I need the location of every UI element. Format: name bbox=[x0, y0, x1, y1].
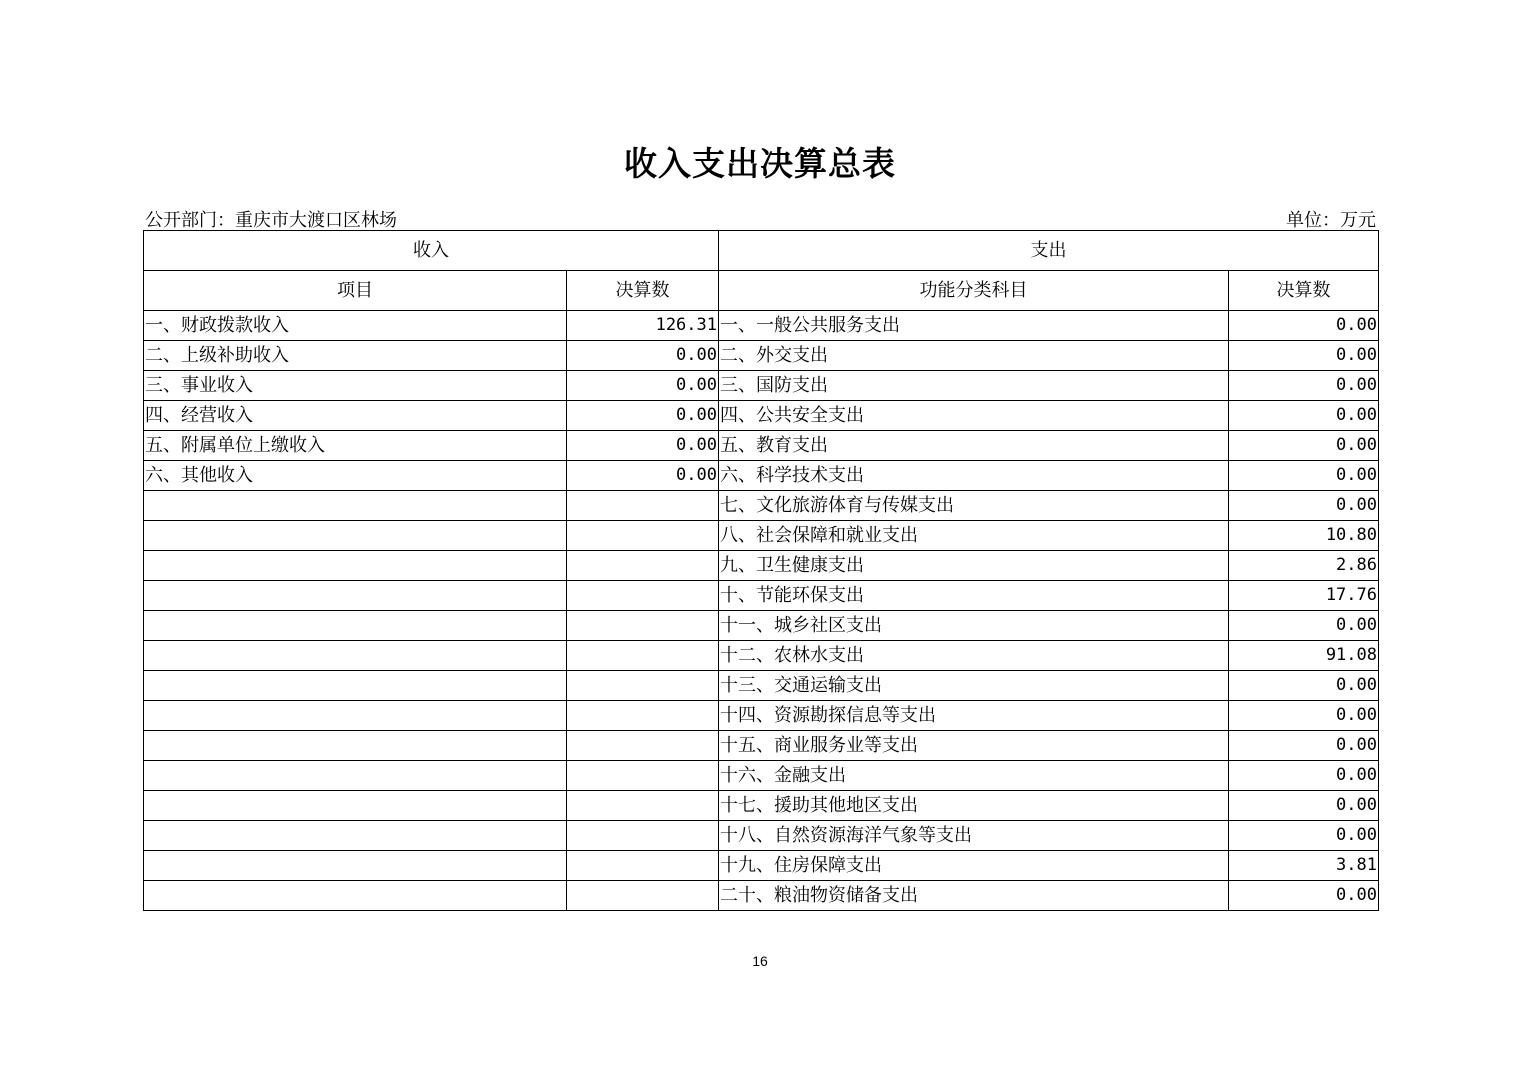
table-row bbox=[144, 791, 1379, 821]
department-label: 公开部门：重庆市大渡口区林场 bbox=[145, 210, 397, 231]
income-amount-cell bbox=[567, 731, 719, 761]
income-item-cell bbox=[144, 491, 567, 521]
expense-item-cell: 四、公共安全支出 bbox=[719, 401, 1229, 431]
table-column-header bbox=[144, 271, 1379, 311]
income-amount-cell bbox=[567, 581, 719, 611]
expense-item-cell: 十四、资源勘探信息等支出 bbox=[719, 701, 1229, 731]
table-row bbox=[144, 701, 1379, 731]
expense-amount-cell: 0.00 bbox=[1229, 491, 1379, 521]
category-header: 功能分类科目 bbox=[719, 271, 1229, 311]
expense-amount-cell: 0.00 bbox=[1229, 671, 1379, 701]
income-amount-cell bbox=[567, 551, 719, 581]
income-amount-cell: 0.00 bbox=[567, 371, 719, 401]
expense-amount-cell: 0.00 bbox=[1229, 701, 1379, 731]
table-row bbox=[144, 371, 1379, 401]
expense-item-cell: 十、节能环保支出 bbox=[719, 581, 1229, 611]
income-amount-header: 决算数 bbox=[567, 271, 719, 311]
income-item-cell bbox=[144, 851, 567, 881]
income-item-cell bbox=[144, 701, 567, 731]
table-row bbox=[144, 731, 1379, 761]
income-item-cell bbox=[144, 611, 567, 641]
income-item-cell bbox=[144, 671, 567, 701]
expense-amount-cell: 10.80 bbox=[1229, 521, 1379, 551]
income-item-cell bbox=[144, 791, 567, 821]
income-amount-cell bbox=[567, 641, 719, 671]
income-amount-cell bbox=[567, 851, 719, 881]
income-item-cell bbox=[144, 641, 567, 671]
income-item-cell: 五、附属单位上缴收入 bbox=[144, 431, 567, 461]
income-amount-cell bbox=[567, 491, 719, 521]
income-item-cell bbox=[144, 521, 567, 551]
income-item-cell: 一、财政拨款收入 bbox=[144, 311, 567, 341]
income-item-cell: 二、上级补助收入 bbox=[144, 341, 567, 371]
expense-amount-cell: 0.00 bbox=[1229, 791, 1379, 821]
table-row bbox=[144, 341, 1379, 371]
expense-amount-cell: 2.86 bbox=[1229, 551, 1379, 581]
table-row bbox=[144, 641, 1379, 671]
income-amount-cell: 0.00 bbox=[567, 401, 719, 431]
income-amount-cell bbox=[567, 701, 719, 731]
income-item-cell bbox=[144, 821, 567, 851]
expense-amount-cell: 0.00 bbox=[1229, 311, 1379, 341]
expense-item-cell: 五、教育支出 bbox=[719, 431, 1229, 461]
expense-item-cell: 十八、自然资源海洋气象等支出 bbox=[719, 821, 1229, 851]
income-amount-cell: 0.00 bbox=[567, 431, 719, 461]
income-item-cell: 三、事业收入 bbox=[144, 371, 567, 401]
expense-amount-cell: 0.00 bbox=[1229, 461, 1379, 491]
expense-amount-cell: 0.00 bbox=[1229, 341, 1379, 371]
expense-item-cell: 十一、城乡社区支出 bbox=[719, 611, 1229, 641]
table-row bbox=[144, 761, 1379, 791]
expense-amount-cell: 0.00 bbox=[1229, 431, 1379, 461]
expense-amount-cell: 0.00 bbox=[1229, 371, 1379, 401]
expense-amount-header: 决算数 bbox=[1229, 271, 1379, 311]
expense-item-cell: 一、一般公共服务支出 bbox=[719, 311, 1229, 341]
expense-amount-cell: 0.00 bbox=[1229, 881, 1379, 911]
expense-item-cell: 八、社会保障和就业支出 bbox=[719, 521, 1229, 551]
income-amount-cell: 0.00 bbox=[567, 341, 719, 371]
expense-amount-cell: 0.00 bbox=[1229, 761, 1379, 791]
income-header: 收入 bbox=[144, 231, 719, 271]
table-row bbox=[144, 521, 1379, 551]
income-amount-cell bbox=[567, 521, 719, 551]
table-row bbox=[144, 551, 1379, 581]
table-row bbox=[144, 821, 1379, 851]
page-number: 16 bbox=[752, 953, 768, 969]
expense-item-cell: 十七、援助其他地区支出 bbox=[719, 791, 1229, 821]
expense-item-cell: 十三、交通运输支出 bbox=[719, 671, 1229, 701]
table-row bbox=[144, 491, 1379, 521]
budget-table bbox=[143, 230, 1379, 911]
expense-item-cell: 七、文化旅游体育与传媒支出 bbox=[719, 491, 1229, 521]
income-amount-cell bbox=[567, 791, 719, 821]
expense-item-cell: 三、国防支出 bbox=[719, 371, 1229, 401]
expense-amount-cell: 3.81 bbox=[1229, 851, 1379, 881]
page-title: 收入支出决算总表 bbox=[624, 144, 896, 183]
income-item-cell bbox=[144, 581, 567, 611]
income-item-cell bbox=[144, 731, 567, 761]
income-item-cell: 六、其他收入 bbox=[144, 461, 567, 491]
income-amount-cell: 0.00 bbox=[567, 461, 719, 491]
table-row bbox=[144, 401, 1379, 431]
income-item-cell bbox=[144, 881, 567, 911]
income-amount-cell bbox=[567, 761, 719, 791]
income-item-cell bbox=[144, 761, 567, 791]
expense-header: 支出 bbox=[719, 231, 1379, 271]
income-amount-cell: 126.31 bbox=[567, 311, 719, 341]
income-amount-cell bbox=[567, 671, 719, 701]
item-header: 项目 bbox=[144, 271, 567, 311]
expense-item-cell: 二十、粮油物资储备支出 bbox=[719, 881, 1229, 911]
expense-amount-cell: 0.00 bbox=[1229, 401, 1379, 431]
table-row bbox=[144, 671, 1379, 701]
expense-amount-cell: 0.00 bbox=[1229, 611, 1379, 641]
table-row bbox=[144, 311, 1379, 341]
income-amount-cell bbox=[567, 821, 719, 851]
expense-item-cell: 二、外交支出 bbox=[719, 341, 1229, 371]
table-group-header bbox=[144, 231, 1379, 271]
expense-item-cell: 十九、住房保障支出 bbox=[719, 851, 1229, 881]
table-row bbox=[144, 851, 1379, 881]
expense-item-cell: 六、科学技术支出 bbox=[719, 461, 1229, 491]
expense-amount-cell: 0.00 bbox=[1229, 731, 1379, 761]
expense-amount-cell: 91.08 bbox=[1229, 641, 1379, 671]
table-row bbox=[144, 431, 1379, 461]
table-row bbox=[144, 611, 1379, 641]
expense-amount-cell: 17.76 bbox=[1229, 581, 1379, 611]
income-item-cell: 四、经营收入 bbox=[144, 401, 567, 431]
table-body bbox=[144, 231, 1379, 911]
table-row bbox=[144, 881, 1379, 911]
expense-amount-cell: 0.00 bbox=[1229, 821, 1379, 851]
income-item-cell bbox=[144, 551, 567, 581]
expense-item-cell: 十五、商业服务业等支出 bbox=[719, 731, 1229, 761]
income-amount-cell bbox=[567, 881, 719, 911]
income-amount-cell bbox=[567, 611, 719, 641]
table-row bbox=[144, 581, 1379, 611]
expense-item-cell: 九、卫生健康支出 bbox=[719, 551, 1229, 581]
unit-label: 单位：万元 bbox=[1286, 210, 1376, 231]
table-row bbox=[144, 461, 1379, 491]
expense-item-cell: 十六、金融支出 bbox=[719, 761, 1229, 791]
expense-item-cell: 十二、农林水支出 bbox=[719, 641, 1229, 671]
